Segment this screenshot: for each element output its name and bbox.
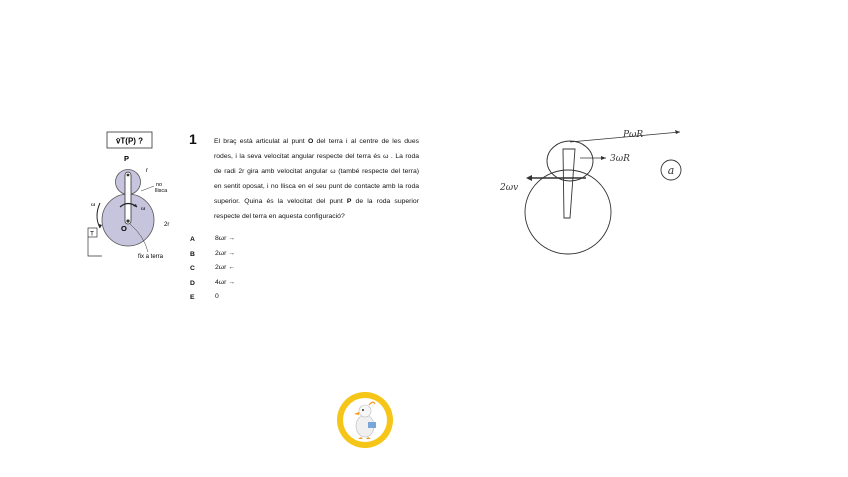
label-2r: 2r [164, 222, 170, 228]
option-d-text[interactable]: 4ωr → [215, 279, 236, 286]
box-label: v̄T(P) ? [115, 136, 144, 146]
label-pwr: PωR [623, 130, 644, 140]
label-omega-left: ω [91, 201, 96, 208]
option-c-text[interactable]: 2ωr ← [215, 264, 236, 271]
pivot-top [127, 174, 130, 177]
question-text: El braç està articulat al punt O del terra i al centre de les dues rodes, i la seva velocitat angular respecte del terra és ω . La roda de radi 2r gira amb velocitat angular ω (també respecte del terra) en sentit oposat, i no llisca en el seu punt de contacte amb la roda superior. Quina és la velocitat del punt P de la roda superior respecte del terra en aquesta configuració? [214, 138, 419, 220]
handwritten-sketch [490, 120, 710, 260]
sketch-arm [563, 149, 575, 218]
option-c-letter: C [190, 265, 195, 272]
option-a-letter: A [190, 236, 195, 243]
sketch-drawing [490, 120, 710, 260]
label-no: no [156, 182, 163, 188]
t-frame [88, 237, 102, 256]
duck-logo-icon [335, 390, 395, 450]
label-omega-center: ω [141, 205, 146, 212]
gear-figure [80, 128, 180, 268]
leader-no-llisca [141, 186, 154, 191]
label-r: r [146, 168, 148, 174]
option-d-letter: D [190, 280, 195, 287]
duck-head [359, 405, 371, 417]
option-e-text[interactable]: 0 [215, 293, 219, 300]
label-3wr: 3ωR [610, 154, 630, 164]
gear-diagram [80, 128, 180, 268]
arm [125, 172, 131, 224]
duck-book [368, 422, 376, 428]
option-e-letter: E [190, 294, 195, 301]
sketch-big-wheel [525, 170, 611, 254]
label-2wv: 2ωv [500, 183, 519, 193]
duck-eye [362, 409, 364, 411]
duck-logo [335, 390, 395, 450]
question-number: 1 [189, 131, 197, 147]
sketch-top-arrowhead [675, 130, 680, 134]
option-a-text[interactable]: 8ωr → [215, 235, 236, 242]
option-b-text[interactable]: 2ωr → [215, 250, 236, 257]
sketch-mid-arrowhead [601, 156, 606, 160]
sketch-left-arrowhead [526, 175, 532, 181]
option-b-letter: B [190, 251, 195, 258]
label-llisca: llisca [155, 188, 168, 194]
pivot-o [126, 219, 129, 222]
label-o: O [121, 224, 127, 233]
sketch-small-wheel [547, 141, 593, 181]
label-p: P [124, 154, 130, 163]
label-t: T [90, 230, 94, 238]
label-fix: fix a terra [138, 254, 164, 260]
label-answer: a [667, 164, 675, 177]
